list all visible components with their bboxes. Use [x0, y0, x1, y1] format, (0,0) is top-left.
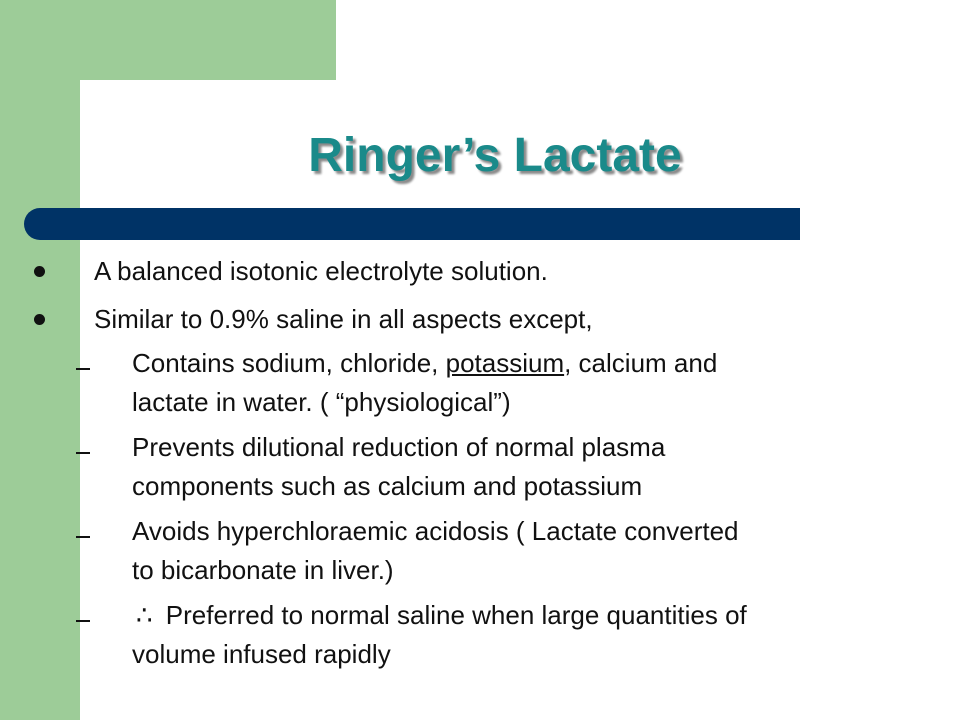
sub-bullet-text — [132, 598, 747, 633]
sub-bullet-text — [132, 346, 717, 380]
slide-title: Ringer’s Lactate — [308, 129, 682, 182]
sub-bullet-dash — [76, 368, 90, 370]
sub-bullet-dash — [76, 536, 90, 538]
sub-bullet-text-continued: to bicarbonate in liver.) — [132, 555, 394, 585]
sub-bullet-text-continued: volume infused rapidly — [132, 639, 391, 669]
title-underline-bar — [24, 208, 800, 240]
green-top-block — [0, 0, 336, 80]
sub-bullet-text-pre: Contains sodium, chloride, — [132, 348, 446, 378]
bullet-text: A balanced isotonic electrolyte solution. — [94, 256, 548, 286]
sub-bullet-dash — [76, 452, 90, 454]
sub-bullet-text-main: Preferred to normal saline when large quantities of — [158, 600, 747, 630]
sub-bullet-text: Avoids hyperchloraemic acidosis ( Lactate converted — [132, 516, 739, 546]
underlined-term: potassium — [445, 348, 565, 378]
green-side-bar — [0, 0, 80, 720]
sub-bullet-text-continued: lactate in water. ( “physiological”) — [132, 387, 511, 417]
bullet-text: Similar to 0.9% saline in all aspects except, — [94, 304, 593, 334]
sub-bullet-dash — [76, 620, 90, 622]
therefore-symbol: ∴ — [136, 601, 153, 631]
bullet-dot — [34, 266, 45, 277]
sub-bullet-text: Prevents dilutional reduction of normal plasma — [132, 432, 666, 462]
sub-bullet-text-post: , calcium and — [564, 348, 718, 378]
sub-bullet-text-continued: components such as calcium and potassium — [132, 471, 643, 501]
bullet-dot — [34, 314, 45, 325]
